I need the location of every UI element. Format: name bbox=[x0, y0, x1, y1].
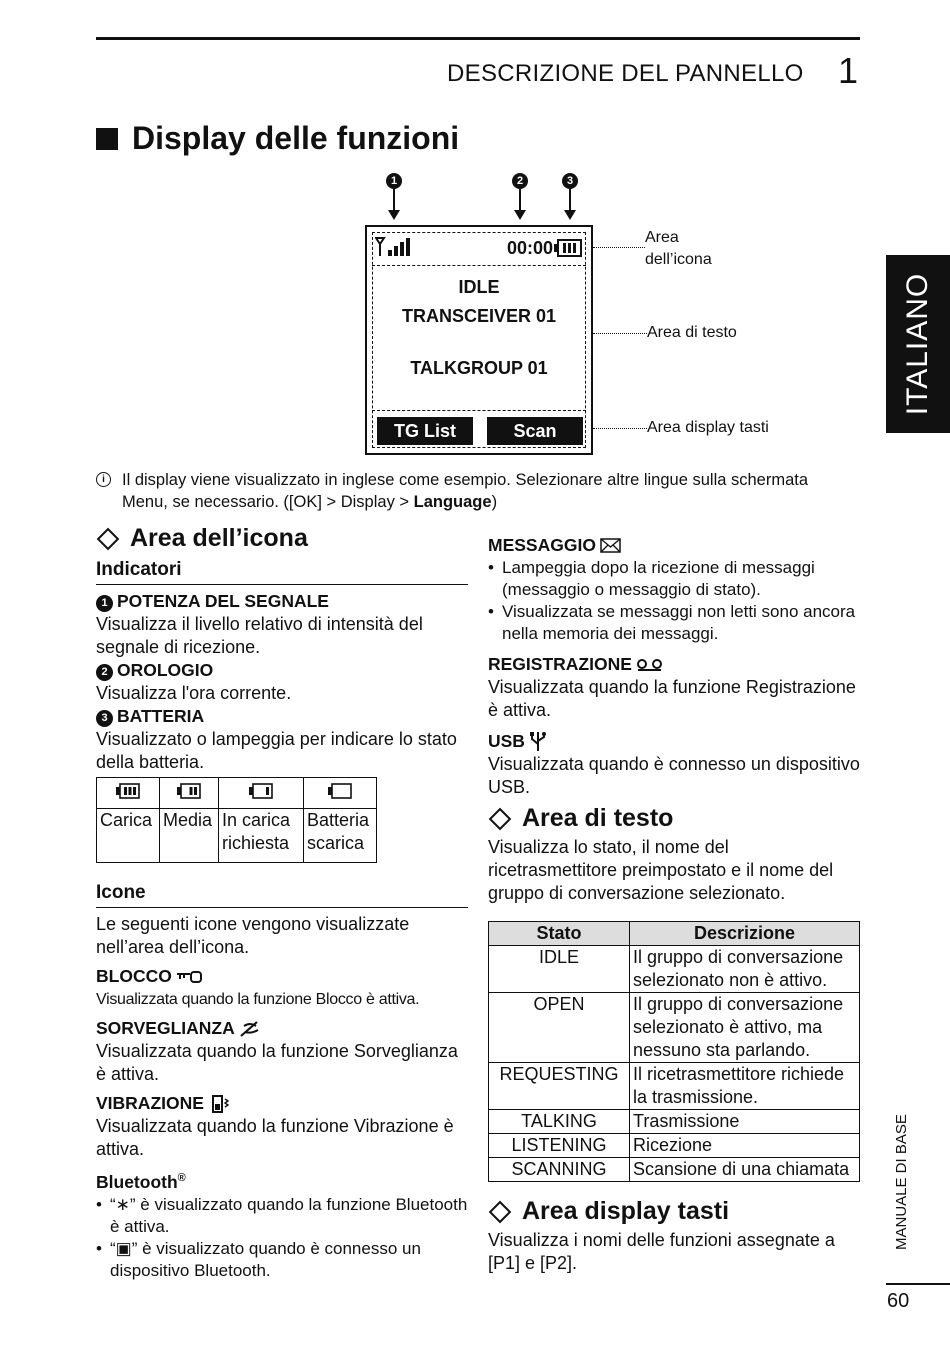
header-rule bbox=[96, 37, 860, 40]
message-title: MESSAGGIO bbox=[488, 535, 596, 555]
lock-title: BLOCCO bbox=[96, 966, 172, 986]
num-badge-3: 3 bbox=[96, 710, 113, 727]
text-area-description: Visualizza lo stato, il nome del ricetrasmettitore preimpostato e il nome del gruppo di conversazione selezionato. bbox=[488, 837, 834, 904]
manual-label-text: MANUALE DI BASE bbox=[893, 1114, 910, 1250]
icons-rule bbox=[96, 907, 468, 908]
vibration-icon bbox=[208, 1095, 230, 1113]
icons-heading: Icone bbox=[96, 882, 146, 903]
usb-title: USB bbox=[488, 731, 525, 751]
key-lock-icon bbox=[176, 970, 202, 984]
label-icon-area-line1: Area bbox=[645, 229, 679, 246]
status-header-description: Descrizione bbox=[630, 922, 860, 946]
lcd-key-scan: Scan bbox=[487, 417, 583, 445]
text-area-heading bbox=[488, 804, 862, 833]
label-text-area: Area di testo bbox=[647, 324, 737, 341]
lcd-status: IDLE bbox=[458, 277, 500, 297]
battery-cell-medium bbox=[160, 778, 219, 809]
battery-label-low-1: In carica bbox=[222, 810, 291, 830]
key-area-heading bbox=[488, 1197, 862, 1226]
text-area-title: Area di testo bbox=[522, 804, 674, 833]
lock-text: Visualizzata quando la funzione Blocco è attiva. bbox=[96, 991, 420, 1008]
usb-text: Visualizzata quando è connesso un dispositivo USB. bbox=[488, 754, 860, 798]
battery-label-empty-1: Batteria bbox=[307, 810, 370, 830]
clock-text: Visualizza l'ora corrente. bbox=[96, 683, 292, 703]
language-tab-label: ITALIANO bbox=[901, 272, 934, 416]
description-cell: Scansione di una chiamata bbox=[630, 1158, 860, 1182]
battery-label-empty-2: scarica bbox=[307, 833, 365, 853]
description-cell: Il gruppo di conversazione selezionato è attivo, ma nessuno sta parlando. bbox=[630, 993, 860, 1063]
status-cell: OPEN bbox=[489, 993, 630, 1063]
icon-area-title: Area dell’icona bbox=[130, 524, 308, 552]
battery-full-icon bbox=[116, 783, 140, 799]
bluetooth-bullet-1: • “∗” è visualizzato quando la funzione Bluetooth è attiva. bbox=[96, 1194, 468, 1238]
section-title-text: Display delle funzioni bbox=[132, 120, 460, 156]
leader-text-area bbox=[593, 333, 647, 334]
arrow-line-3 bbox=[569, 189, 571, 211]
battery-label-low bbox=[219, 809, 304, 863]
battery-medium-icon bbox=[177, 783, 201, 799]
recording-title: REGISTRAZIONE bbox=[488, 654, 632, 674]
right-column bbox=[488, 534, 862, 1275]
signal-strength-title: POTENZA DEL SEGNALE bbox=[117, 591, 329, 611]
registered-mark: ® bbox=[177, 1172, 186, 1184]
bluetooth-title: Bluetooth bbox=[96, 1171, 178, 1192]
page-number: 60 bbox=[887, 1290, 910, 1312]
status-cell: TALKING bbox=[489, 1110, 630, 1134]
language-note bbox=[96, 469, 816, 513]
description-cell: Il gruppo di conversazione selezionato non è attivo. bbox=[630, 946, 860, 993]
lcd-display bbox=[365, 225, 593, 455]
status-cell: SCANNING bbox=[489, 1158, 630, 1182]
diamond-icon bbox=[489, 1201, 512, 1224]
status-cell: REQUESTING bbox=[489, 1063, 630, 1110]
note-bold: Language bbox=[413, 493, 492, 511]
table-row bbox=[489, 1063, 860, 1110]
battery-table bbox=[96, 777, 377, 863]
diamond-icon bbox=[97, 527, 120, 550]
table-row bbox=[489, 1134, 860, 1158]
battery-title: BATTERIA bbox=[117, 706, 205, 726]
section-title bbox=[96, 120, 459, 157]
battery-cell-empty bbox=[304, 778, 377, 809]
indicators-rule bbox=[96, 584, 468, 585]
label-key-area: Area display tasti bbox=[647, 419, 769, 436]
callout-3: 3 bbox=[562, 173, 578, 189]
signal-strength-icon bbox=[375, 236, 413, 258]
status-cell: IDLE bbox=[489, 946, 630, 993]
footer-rule bbox=[886, 1283, 950, 1285]
arrow-head-1 bbox=[388, 210, 400, 220]
num-badge-1: 1 bbox=[96, 595, 113, 612]
battery-heading bbox=[96, 705, 468, 728]
table-row bbox=[489, 993, 860, 1063]
info-icon: i bbox=[96, 472, 111, 487]
usb-heading bbox=[488, 730, 862, 753]
square-bullet-icon bbox=[96, 128, 118, 150]
note-text: Il display viene visualizzato in inglese come esempio. Selezionare altre lingue sulla schermata Menu, se necessario. ([OK] > Display > bbox=[122, 471, 809, 511]
message-heading bbox=[488, 534, 862, 557]
key-area-title: Area display tasti bbox=[522, 1197, 730, 1226]
vibration-heading bbox=[96, 1092, 468, 1115]
num-badge-2: 2 bbox=[96, 664, 113, 681]
monitor-text: Visualizzata quando la funzione Sorveglianza è attiva. bbox=[96, 1041, 458, 1084]
key-area-description: Visualizza i nomi delle funzioni assegnate a [P1] e [P2]. bbox=[488, 1230, 835, 1274]
table-row bbox=[489, 1110, 860, 1134]
bluetooth-bullet-2: • “▣” è visualizzato quando è connesso un dispositivo Bluetooth. bbox=[96, 1238, 468, 1282]
battery-label-medium: Media bbox=[160, 809, 219, 863]
chapter-title: DESCRIZIONE DEL PANNELLO bbox=[447, 60, 804, 87]
status-header-state: Stato bbox=[489, 922, 630, 946]
lcd-clock: 00:00 bbox=[506, 238, 553, 258]
bluetooth-heading bbox=[96, 1167, 468, 1194]
battery-label-full: Carica bbox=[97, 809, 160, 863]
battery-empty-icon bbox=[328, 783, 352, 799]
battery-full-icon bbox=[554, 239, 582, 257]
recording-icon bbox=[636, 658, 664, 672]
icon-area-heading bbox=[96, 524, 468, 552]
arrow-head-2 bbox=[514, 210, 526, 220]
battery-label-low-2: richiesta bbox=[222, 833, 290, 853]
vibration-title: VIBRAZIONE bbox=[96, 1093, 204, 1113]
table-row bbox=[489, 1158, 860, 1182]
status-cell: LISTENING bbox=[489, 1134, 630, 1158]
recording-heading bbox=[488, 653, 862, 676]
arrow-line-1 bbox=[393, 189, 395, 211]
language-tab bbox=[886, 255, 950, 433]
message-bullet-2: • Visualizzata se messaggi non letti sono ancora nella memoria dei messaggi. bbox=[488, 601, 862, 645]
battery-low-icon bbox=[249, 783, 273, 799]
label-icon-area bbox=[645, 227, 712, 271]
chapter-number: 1 bbox=[838, 50, 859, 91]
indicators-heading: Indicatori bbox=[96, 559, 182, 580]
clock-heading bbox=[96, 659, 468, 682]
battery-text: Visualizzato o lampeggia per indicare lo stato della batteria. bbox=[96, 729, 457, 772]
arrow-line-2 bbox=[519, 189, 521, 211]
icons-intro: Le seguenti icone vengono visualizzate nell’area dell’icona. bbox=[96, 914, 410, 957]
left-column bbox=[96, 524, 468, 1282]
signal-strength-heading bbox=[96, 590, 468, 613]
monitor-icon bbox=[239, 1020, 261, 1038]
table-row bbox=[489, 946, 860, 993]
recording-text: Visualizzata quando la funzione Registrazione è attiva. bbox=[488, 677, 856, 720]
monitor-title: SORVEGLIANZA bbox=[96, 1018, 235, 1038]
battery-cell-full bbox=[97, 778, 160, 809]
battery-label-empty bbox=[304, 809, 377, 863]
description-cell: Il ricetrasmettitore richiede la trasmissione. bbox=[630, 1063, 860, 1110]
leader-icon-area bbox=[593, 247, 645, 248]
lcd-divider-top bbox=[372, 265, 586, 266]
envelope-icon bbox=[600, 538, 622, 554]
arrow-head-3 bbox=[564, 210, 576, 220]
callout-1: 1 bbox=[386, 173, 402, 189]
description-cell: Trasmissione bbox=[630, 1110, 860, 1134]
callout-2: 2 bbox=[512, 173, 528, 189]
battery-cell-low bbox=[219, 778, 304, 809]
message-bullet-1: • Lampeggia dopo la ricezione di messaggi (messaggio o messaggio di stato). bbox=[488, 557, 862, 601]
note-end: ) bbox=[491, 493, 498, 511]
vibration-text: Visualizzata quando la funzione Vibrazione è attiva. bbox=[96, 1116, 454, 1159]
diamond-icon bbox=[489, 808, 512, 831]
lcd-divider-bottom bbox=[372, 410, 586, 411]
description-cell: Ricezione bbox=[630, 1134, 860, 1158]
usb-icon bbox=[529, 731, 547, 753]
clock-title: OROLOGIO bbox=[117, 660, 214, 680]
signal-strength-text: Visualizza il livello relativo di intensità del segnale di ricezione. bbox=[96, 614, 423, 657]
leader-key-area bbox=[593, 428, 647, 429]
lock-heading bbox=[96, 965, 468, 988]
lcd-transceiver-name: TRANSCEIVER 01 bbox=[401, 306, 557, 326]
lcd-talkgroup: TALKGROUP 01 bbox=[410, 358, 548, 378]
label-icon-area-line2: dell’icona bbox=[645, 251, 712, 268]
status-table bbox=[488, 921, 860, 1182]
monitor-heading bbox=[96, 1017, 468, 1040]
lcd-key-tg-list: TG List bbox=[377, 417, 473, 445]
